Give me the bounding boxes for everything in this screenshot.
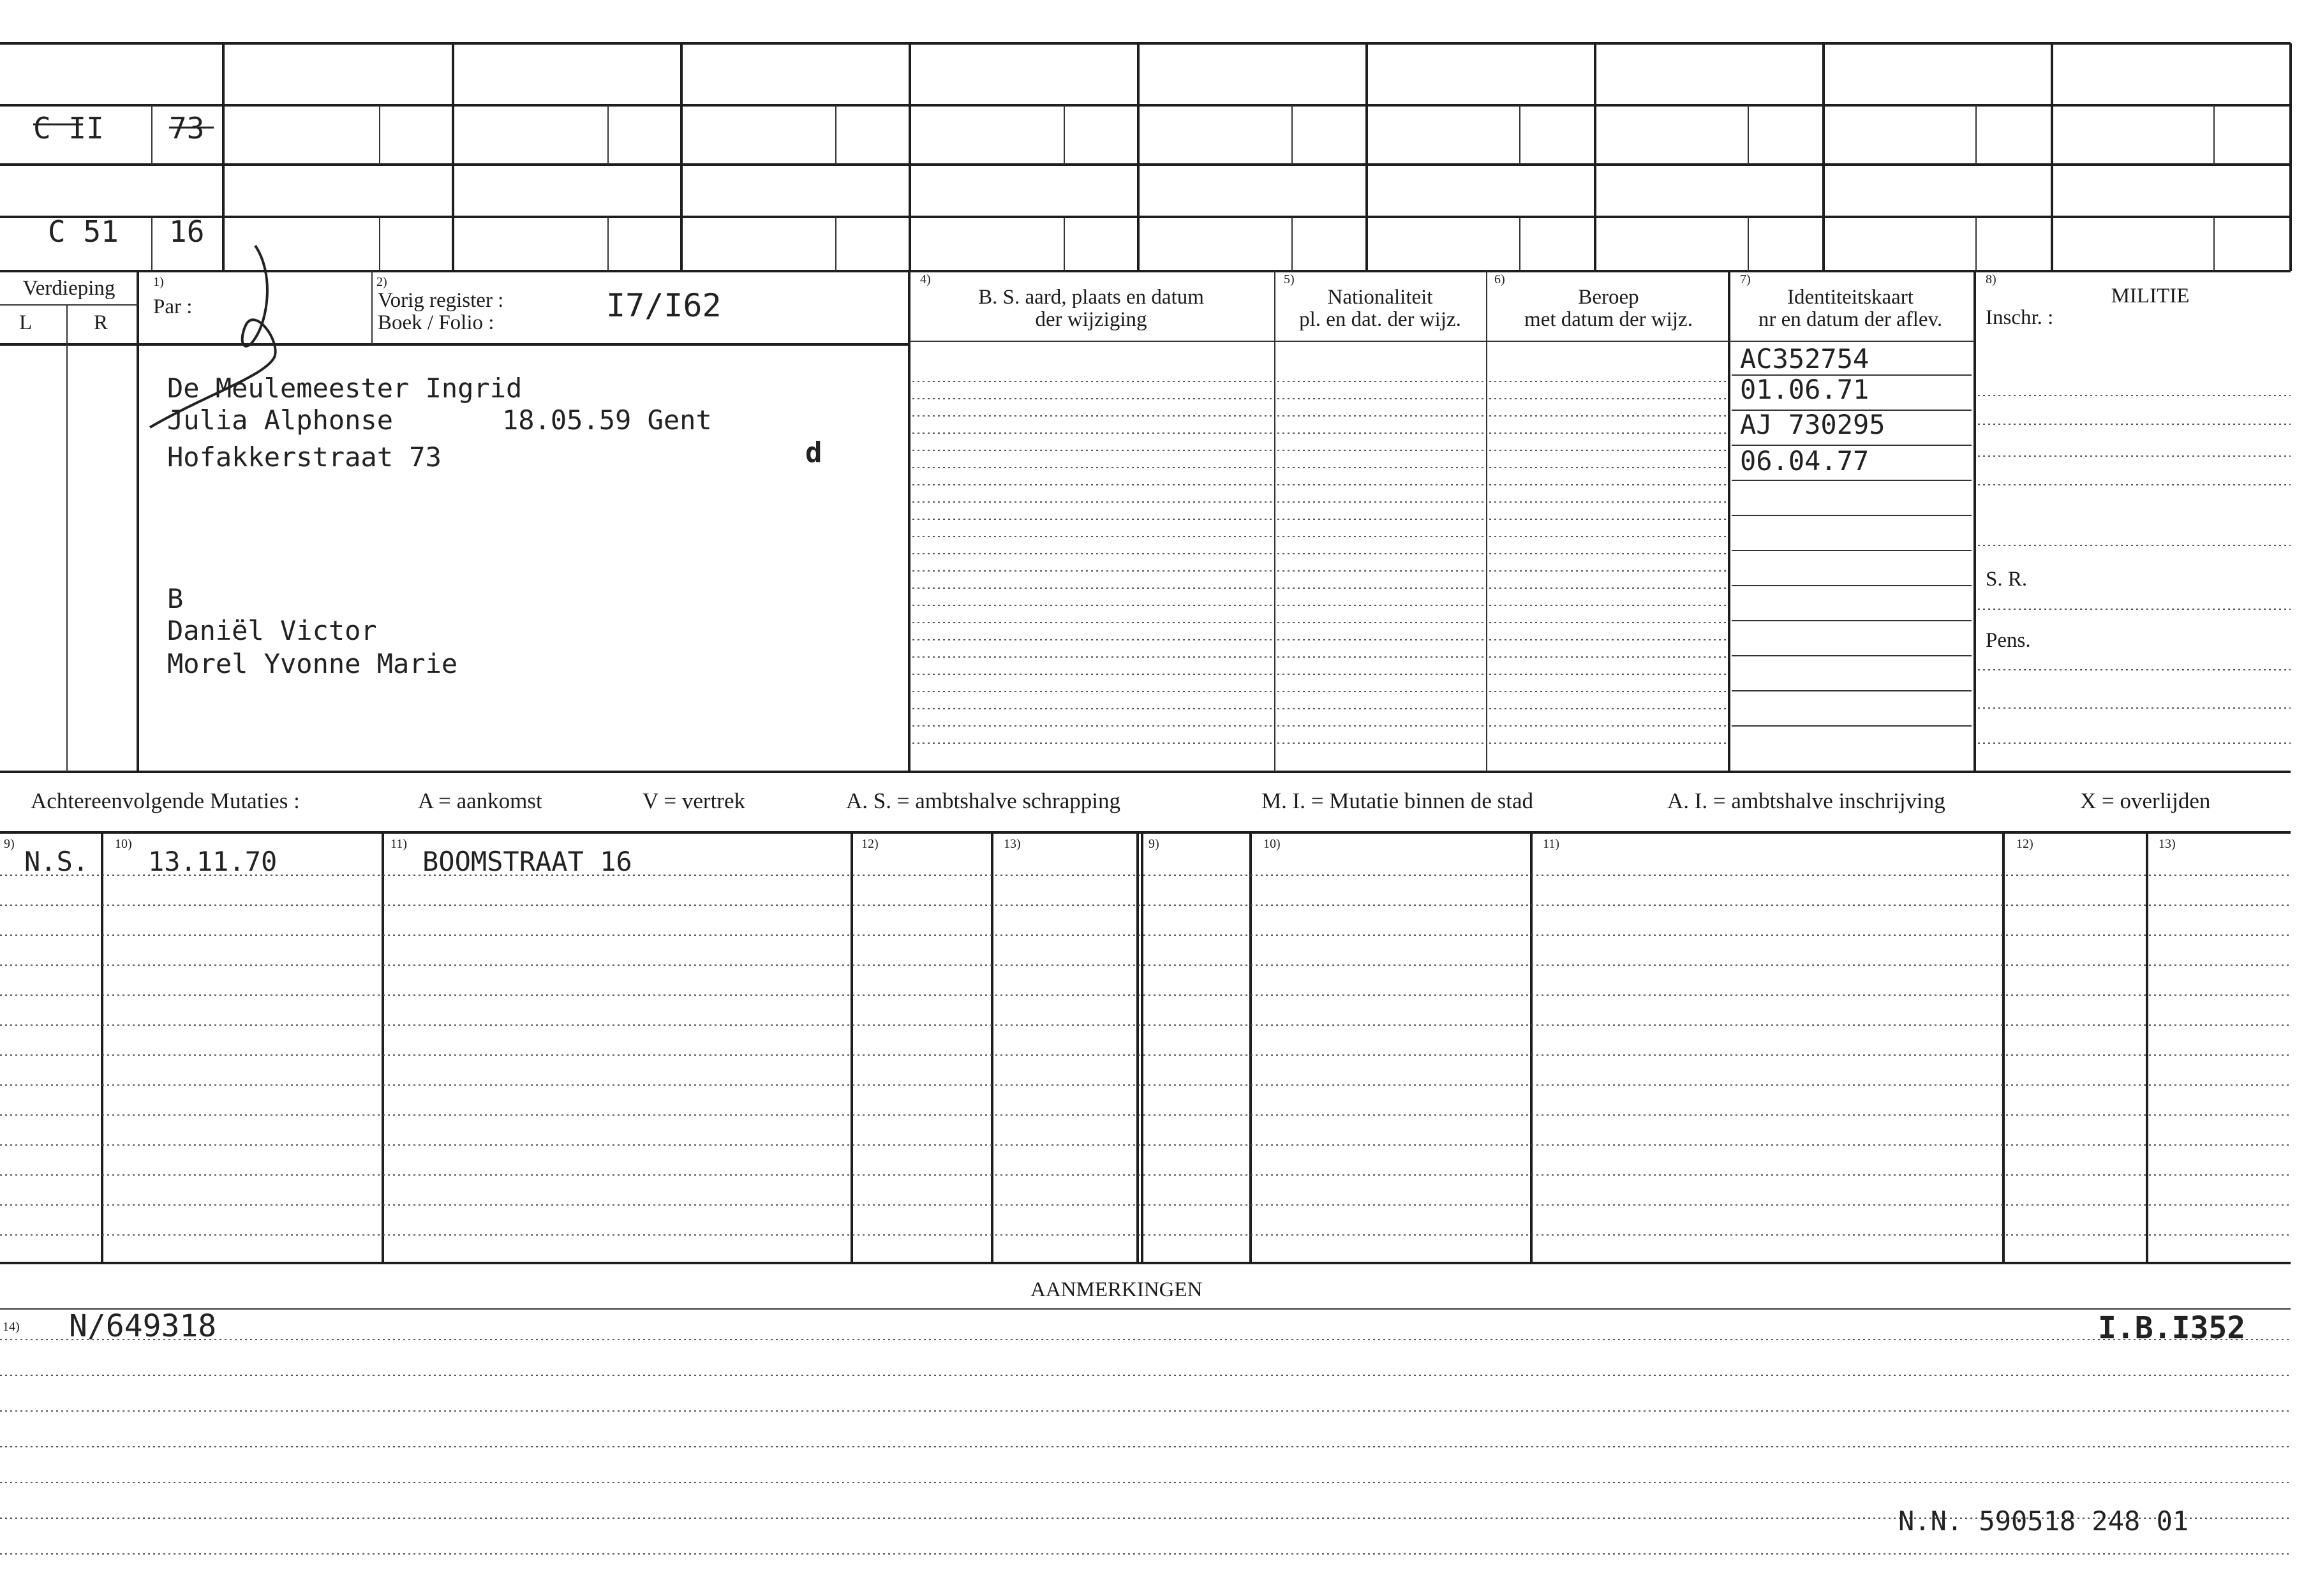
l-label: L [19,311,33,334]
person-name: De Meulemeester Ingrid [167,373,523,404]
remarks-nn: N.N. 590518 248 01 [1898,1505,2189,1537]
person-address: Hofakkerstraat 73 [167,441,442,473]
legend-x: X = overlijden [2080,788,2211,813]
num-2: 2) [376,275,387,289]
remarks-title: AANMERKINGEN [1030,1278,1203,1301]
bs-header-2: der wijziging [1035,308,1147,331]
mut-num-12: 12) [861,837,879,851]
identiteit-header-1: Identiteitskaart [1787,286,1914,309]
mut-num-13b: 13) [2159,837,2176,851]
id-date-2: 06.04.77 [1740,445,1869,477]
top-ref-1: C II [33,111,104,145]
identiteit-header-2: nr en datum der aflev. [1758,308,1943,331]
mut-num-10b: 10) [1263,837,1281,851]
remarks-num-14: 14) [3,1320,20,1334]
legend-title: Achtereenvolgende Mutaties : [31,788,300,813]
beroep-header-2: met datum der wijz. [1524,308,1693,331]
mut-num-13: 13) [1004,837,1021,851]
num-6: 6) [1494,272,1505,286]
mut-num-10: 10) [115,837,132,851]
person-b: B [167,583,184,614]
legend-v: V = vertrek [643,788,745,813]
boek-folio-label: Boek / Folio : [378,311,494,334]
remarks-ib: I.B.I352 [2098,1310,2246,1346]
person-birth: 18.05.59 Gent [502,404,712,436]
mutation-address: BOOMSTRAAT 16 [422,846,632,877]
vorig-register-label: Vorig register : [378,289,504,312]
mut-num-11b: 11) [1543,837,1559,851]
mutation-code: N.S. [24,846,89,877]
remarks-ref: N/649318 [69,1308,217,1344]
parent-father: Daniël Victor [167,615,377,646]
register-value: I7/I62 [606,287,722,324]
person-given-names: Julia Alphonse [167,404,394,436]
mut-num-9: 9) [4,837,15,851]
top-ref-2: 73 [169,111,205,145]
num-4: 4) [920,272,931,286]
pens-label: Pens. [1986,629,2031,652]
legend-mi: M. I. = Mutatie binnen de stad [1261,788,1534,813]
num-1: 1) [153,275,164,289]
nationaliteit-header-1: Nationaliteit [1327,286,1433,309]
bs-header-1: B. S. aard, plaats en datum [978,286,1204,309]
beroep-header-1: Beroep [1578,286,1639,309]
id-card-2: AJ 730295 [1740,409,1885,440]
num-8: 8) [1986,272,1996,286]
r-label: R [94,311,108,334]
top-ref-3: C 51 [48,214,119,249]
parent-mother: Morel Yvonne Marie [167,648,458,679]
militie-header: MILITIE [2111,284,2190,307]
num-7: 7) [1740,272,1751,286]
par-label: Par : [153,295,193,318]
id-card-1: AC352754 [1740,343,1869,374]
num-5: 5) [1284,272,1295,286]
legend-a: A = aankomst [418,788,542,813]
sr-label: S. R. [1986,568,2028,591]
legend-as: A. S. = ambtshalve schrapping [846,788,1120,813]
nationaliteit-header-2: pl. en dat. der wijz. [1299,308,1461,331]
mutation-date: 13.11.70 [148,846,278,877]
id-date-1: 01.06.71 [1740,374,1869,405]
mut-num-11: 11) [390,837,407,851]
top-ref-4: 16 [169,214,205,249]
inschr-label: Inschr. : [1986,306,2054,329]
legend-ai: A. I. = ambtshalve inschrijving [1667,788,1945,813]
person-mark: d [805,436,822,469]
mut-num-12b: 12) [2016,837,2033,851]
verdieping-label: Verdieping [22,277,115,300]
mut-num-9b: 9) [1148,837,1159,851]
